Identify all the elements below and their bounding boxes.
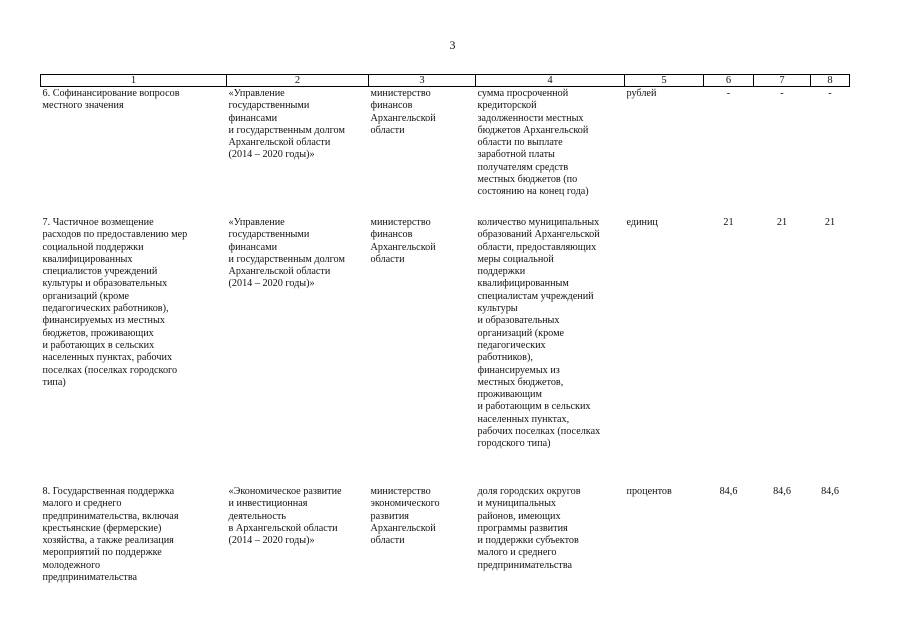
column-header: 3 (369, 75, 476, 87)
unit-cell: процентов (626, 486, 672, 497)
value-cell: - (726, 88, 731, 99)
indicator-cell: сумма просроченной кредиторской задолженности местных бюджетов Архангельской области по выплате заработной платы получателям средств местных бюджетов (по состоянию на конец года) (477, 88, 589, 198)
indicator-cell: доля городских округов и муниципальных районов, имеющих программы развития и поддержки субъектов малого и среднего предпринимательства (477, 486, 581, 571)
indicator-cell: количество муниципальных образований Архангельской области, предоставляющих меры социальной поддержки квалифицированным специалистам учреждений культуры и образовательных организаций (кроме педагогических работников), финансируемых из местных бюджетов, проживающим и работающим в сельских населенных пунктах, рабочих поселках (поселках городского типа) (477, 217, 601, 450)
column-header: 4 (476, 75, 625, 87)
value-cell: - (828, 88, 832, 99)
ministry-cell: министерство финансов Архангельской области (370, 88, 436, 136)
ministry-cell: министерство экономического развития Архангельской области (370, 486, 440, 547)
measure-cell: 7. Частичное возмещение расходов по предоставлению мер социальной поддержки квалифицированных специалистов учреждений культуры и образовательных организаций (кроме педагогических работников), финансируемых из местных бюджетов, проживающих и работающих в сельских населенных пунктах, рабочих поселках (поселках городского типа) (42, 217, 188, 388)
value-cell: 84,6 (719, 486, 738, 497)
header-row (41, 75, 850, 87)
measure-cell: 6. Софинансирование вопросов местного значения (42, 88, 180, 112)
column-header: 7 (754, 75, 811, 87)
column-header: 6 (704, 75, 754, 87)
unit-cell: рублей (626, 88, 657, 99)
page-number: 3 (449, 38, 456, 52)
program-cell: «Управление государственными финансами и государственным долгом Архангельской области (2014 – 2020 годы)» (228, 217, 345, 290)
column-header: 8 (811, 75, 850, 87)
value-cell: 21 (723, 217, 734, 228)
column-header: 2 (227, 75, 369, 87)
value-cell: 21 (776, 217, 788, 228)
value-cell: - (780, 88, 784, 99)
value-cell: 84,6 (773, 486, 791, 497)
program-cell: «Экономическое развитие и инвестиционная деятельность в Архангельской области (2014 – 2020 годы)» (228, 486, 342, 547)
measure-cell: 8. Государственная поддержка малого и среднего предпринимательства, включая крестьянские (фермерские) хозяйства, а также реализация мероприятий по поддержке молодежного предпринимательства (42, 486, 179, 584)
value-cell: 84,6 (821, 486, 839, 497)
value-cell: 21 (824, 217, 836, 228)
column-header: 5 (625, 75, 704, 87)
table-row (41, 87, 850, 217)
column-header: 1 (41, 75, 227, 87)
program-cell: «Управление государственными финансами и государственным долгом Архангельской области (2014 – 2020 годы)» (228, 88, 345, 161)
ministry-cell: министерство финансов Архангельской области (370, 217, 436, 265)
table-row (41, 216, 850, 485)
unit-cell: единиц (626, 217, 658, 228)
table-row (41, 485, 850, 596)
indicators-table (40, 74, 850, 596)
